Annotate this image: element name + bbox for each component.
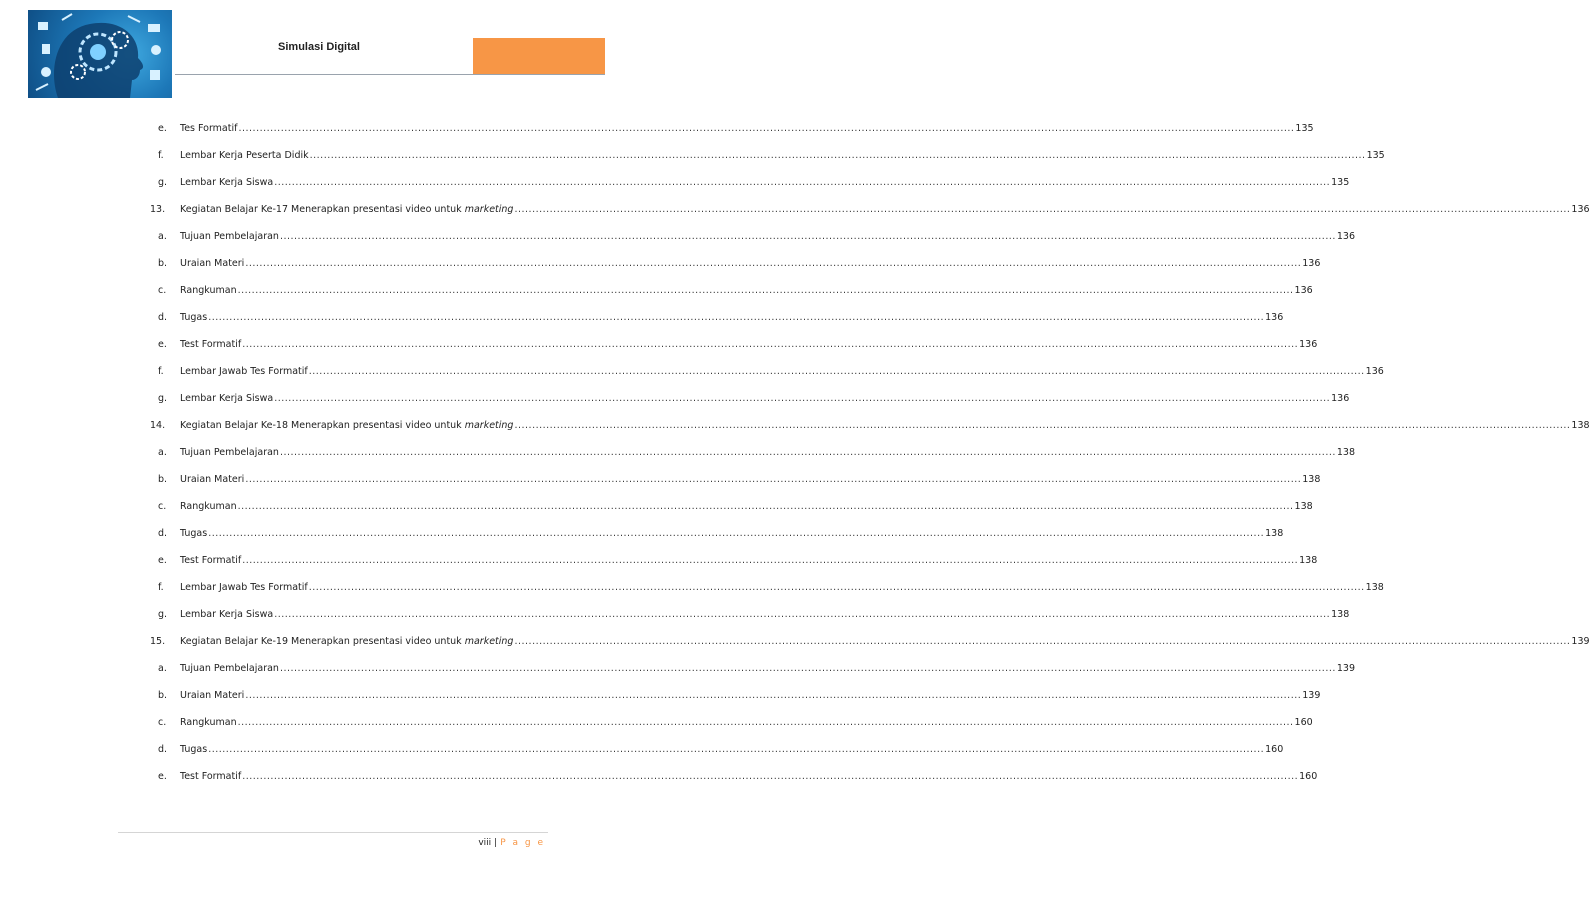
toc-entry-title [180,254,244,274]
toc-entry-title [180,200,513,220]
toc-row[interactable] [0,605,1350,625]
toc-entry-italic: marketing [464,420,514,431]
toc-page-number: 160 [1299,771,1318,782]
toc-dot-leader: ............................................................................................................................................................................................................................................................................................................ [514,636,1571,647]
toc-entry-title [180,119,237,139]
toc-entry-text: Tugas [180,744,208,755]
toc-page-number: 138 [1336,447,1356,458]
toc-page-number: 139 [1571,636,1590,647]
toc-dot-leader: ............................................................................................................................................................................................................................................................................................................ [238,123,1295,134]
toc-row[interactable] [0,146,1385,166]
toc-entry [180,497,1313,517]
toc-dot-leader: ............................................................................................................................................................................................................................................................................................................ [308,582,1365,593]
toc-number: c. [158,501,167,512]
toc-entry-title [180,632,513,652]
toc-entry-text: Rangkuman [180,285,237,296]
toc-row[interactable] [0,254,1321,274]
toc-entry-text: Tujuan Pembelajaran [180,663,279,674]
toc-entry [180,470,1321,490]
toc-page-number: 139 [1336,663,1356,674]
toc-dot-leader: ............................................................................................................................................................................................................................................................................................................ [237,717,1294,728]
footer-separator: | [494,838,498,848]
toc-entry-text: Uraian Materi [180,690,245,701]
toc-row[interactable] [0,632,1590,652]
toc-page-number: 138 [1299,555,1318,566]
toc-entry-title [180,389,273,409]
toc-dot-leader: ............................................................................................................................................................................................................................................................................................................ [514,420,1571,431]
toc-dot-leader: ............................................................................................................................................................................................................................................................................................................ [308,366,1365,377]
toc-entry-text: Rangkuman [180,501,237,512]
toc-entry [180,362,1384,382]
toc-row[interactable] [0,578,1384,598]
toc-page-number: 136 [1294,285,1313,296]
toc-entry-text: Lembar Kerja Siswa [180,177,274,188]
toc-dot-leader: ............................................................................................................................................................................................................................................................................................................ [208,744,1265,755]
page-label: P a g e [500,838,545,848]
toc-row[interactable] [0,740,1284,760]
toc-dot-leader: ............................................................................................................................................................................................................................................................................................................ [514,204,1571,215]
toc-entry-title [180,416,513,436]
toc-entry-text: Tugas [180,528,208,539]
toc-entry-text: Uraian Materi [180,474,245,485]
toc-row[interactable] [0,389,1350,409]
toc-page-number: 136 [1302,258,1321,269]
toc-row[interactable] [0,470,1321,490]
toc-dot-leader: ............................................................................................................................................................................................................................................................................................................ [245,258,1302,269]
toc-page-number: 135 [1295,123,1314,134]
toc-entry [180,227,1356,247]
toc-page-number: 138 [1302,474,1321,485]
toc-entry [180,308,1284,328]
toc-row[interactable] [0,308,1284,328]
toc-entry [180,281,1313,301]
toc-row[interactable] [0,551,1318,571]
toc-number: e. [158,123,167,134]
toc-row[interactable] [0,173,1350,193]
toc-entry [180,767,1318,787]
toc-entry-title [180,470,244,490]
toc-entry-title [180,605,273,625]
toc-row[interactable] [0,713,1313,733]
toc-number: e. [158,339,167,350]
toc-number: d. [158,312,168,323]
toc-number: c. [158,285,167,296]
toc-entry-title [180,578,308,598]
toc-dot-leader: ............................................................................................................................................................................................................................................................................................................ [279,447,1336,458]
toc-dot-leader: ............................................................................................................................................................................................................................................................................................................ [208,528,1265,539]
toc-number: e. [158,771,167,782]
toc-entry-text: Test Formatif [180,771,242,782]
toc-number: b. [158,690,168,701]
toc-page-number: 138 [1331,609,1350,620]
toc-entry-title [180,524,207,544]
toc-entry-text: Lembar Kerja Peserta Didik [180,150,309,161]
toc-page-number: 135 [1366,150,1385,161]
toc-row[interactable] [0,686,1321,706]
toc-page-number: 136 [1331,393,1350,404]
toc-entry-title [180,713,237,733]
toc-number: f. [158,150,164,161]
toc-entry-text: Test Formatif [180,339,242,350]
toc-entry [180,740,1284,760]
toc-entry [180,659,1356,679]
toc-number: a. [158,231,167,242]
toc-dot-leader: ............................................................................................................................................................................................................................................................................................................ [279,663,1336,674]
toc-dot-leader: ............................................................................................................................................................................................................................................................................................................ [245,474,1302,485]
toc-entry-title [180,146,309,166]
toc-dot-leader: ............................................................................................................................................................................................................................................................................................................ [242,555,1299,566]
toc-entry-text: Rangkuman [180,717,237,728]
toc-row[interactable] [0,524,1284,544]
toc-dot-leader: ............................................................................................................................................................................................................................................................................................................ [245,690,1302,701]
toc-entry-text: Lembar Jawab Tes Formatif [180,366,308,377]
toc-entry-text: Tujuan Pembelajaran [180,447,279,458]
toc-entry-text: Uraian Materi [180,258,245,269]
toc-row[interactable] [0,200,1590,220]
toc-number: b. [158,474,168,485]
toc-page-number: 138 [1265,528,1284,539]
toc-entry [180,605,1350,625]
toc-entry [180,416,1590,436]
toc-entry-title [180,497,237,517]
toc-entry-text: Tes Formatif [180,123,238,134]
toc-entry-title [180,173,273,193]
toc-dot-leader: ............................................................................................................................................................................................................................................................................................................ [208,312,1265,323]
toc-page-number: 136 [1299,339,1318,350]
toc-dot-leader: ............................................................................................................................................................................................................................................................................................................ [309,150,1366,161]
toc-entry-title [180,362,308,382]
toc-entry-title [180,443,279,463]
toc-row[interactable] [0,497,1313,517]
toc-entry [180,389,1350,409]
toc-entry-text: Tujuan Pembelajaran [180,231,279,242]
toc-dot-leader: ............................................................................................................................................................................................................................................................................................................ [279,231,1336,242]
page-header-title: Simulasi Digital [278,41,360,53]
toc-page-number: 136 [1365,366,1384,377]
toc-entry [180,632,1590,652]
toc-entry-text: Lembar Kerja Siswa [180,393,274,404]
toc-page-number: 138 [1294,501,1313,512]
toc-entry-title [180,281,237,301]
toc-entry-title [180,227,279,247]
toc-dot-leader: ............................................................................................................................................................................................................................................................................................................ [274,393,1331,404]
toc-entry-italic: marketing [464,636,514,647]
toc-page-number: 139 [1302,690,1321,701]
toc-number: c. [158,717,167,728]
toc-number: 14. [150,420,166,431]
toc-entry-italic: marketing [464,204,514,215]
toc-number: 13. [150,204,166,215]
toc-entry-title [180,767,241,787]
toc-dot-leader: ............................................................................................................................................................................................................................................................................................................ [237,501,1294,512]
toc-entry-text: Kegiatan Belajar Ke-18 Menerapkan presentasi video untuk [180,420,465,431]
toc-number: g. [158,609,168,620]
toc-page-number: 138 [1571,420,1590,431]
toc-entry-title [180,659,279,679]
toc-page-number: 160 [1265,744,1284,755]
toc-dot-leader: ............................................................................................................................................................................................................................................................................................................ [274,177,1331,188]
toc-entry-text: Tugas [180,312,208,323]
toc-page-number: 136 [1571,204,1590,215]
toc-number: f. [158,582,164,593]
toc-dot-leader: ............................................................................................................................................................................................................................................................................................................ [242,771,1299,782]
toc-entry [180,713,1313,733]
header-accent-block [473,38,605,74]
head-gears-logo [28,10,172,98]
toc-row[interactable] [0,362,1384,382]
toc-page-number: 136 [1265,312,1284,323]
toc-page-number: 136 [1336,231,1356,242]
toc-number: a. [158,447,167,458]
toc-number: a. [158,663,167,674]
toc-number: f. [158,366,164,377]
toc-entry-title [180,551,241,571]
toc-entry [180,146,1385,166]
toc-entry-title [180,740,207,760]
toc-number: g. [158,393,168,404]
toc-entry-text: Kegiatan Belajar Ke-19 Menerapkan presentasi video untuk [180,636,465,647]
toc-page-number: 160 [1294,717,1313,728]
toc-row[interactable] [0,767,1318,787]
toc-row[interactable] [0,416,1590,436]
toc-entry-text: Test Formatif [180,555,242,566]
toc-entry [180,119,1314,139]
page-footer [478,838,545,848]
toc-row[interactable] [0,443,1356,463]
toc-entry [180,335,1318,355]
toc-dot-leader: ............................................................................................................................................................................................................................................................................................................ [242,339,1299,350]
toc-entry-title [180,308,207,328]
toc-entry-text: Lembar Jawab Tes Formatif [180,582,308,593]
toc-entry [180,443,1356,463]
toc-row[interactable] [0,281,1313,301]
toc-page-number: 135 [1331,177,1350,188]
page-number: viii [478,838,492,848]
toc-number: e. [158,555,167,566]
toc-row[interactable] [0,119,1314,139]
toc-row[interactable] [0,659,1356,679]
toc-number: b. [158,258,168,269]
toc-page-number: 138 [1365,582,1384,593]
toc-dot-leader: ............................................................................................................................................................................................................................................................................................................ [237,285,1294,296]
toc-entry [180,200,1590,220]
toc-entry-text: Kegiatan Belajar Ke-17 Menerapkan presentasi video untuk [180,204,465,215]
toc-entry [180,578,1384,598]
toc-entry [180,524,1284,544]
footer-divider [118,832,548,833]
toc-entry [180,254,1321,274]
toc-entry [180,686,1321,706]
toc-entry [180,173,1350,193]
toc-number: d. [158,744,168,755]
toc-dot-leader: ............................................................................................................................................................................................................................................................................................................ [274,609,1331,620]
toc-row[interactable] [0,227,1356,247]
toc-number: 15. [150,636,166,647]
toc-entry-title [180,335,241,355]
toc-entry-text: Lembar Kerja Siswa [180,609,274,620]
toc-number: d. [158,528,168,539]
header-divider [175,74,605,75]
toc-entry-title [180,686,244,706]
toc-number: g. [158,177,168,188]
toc-entry [180,551,1318,571]
toc-row[interactable] [0,335,1318,355]
